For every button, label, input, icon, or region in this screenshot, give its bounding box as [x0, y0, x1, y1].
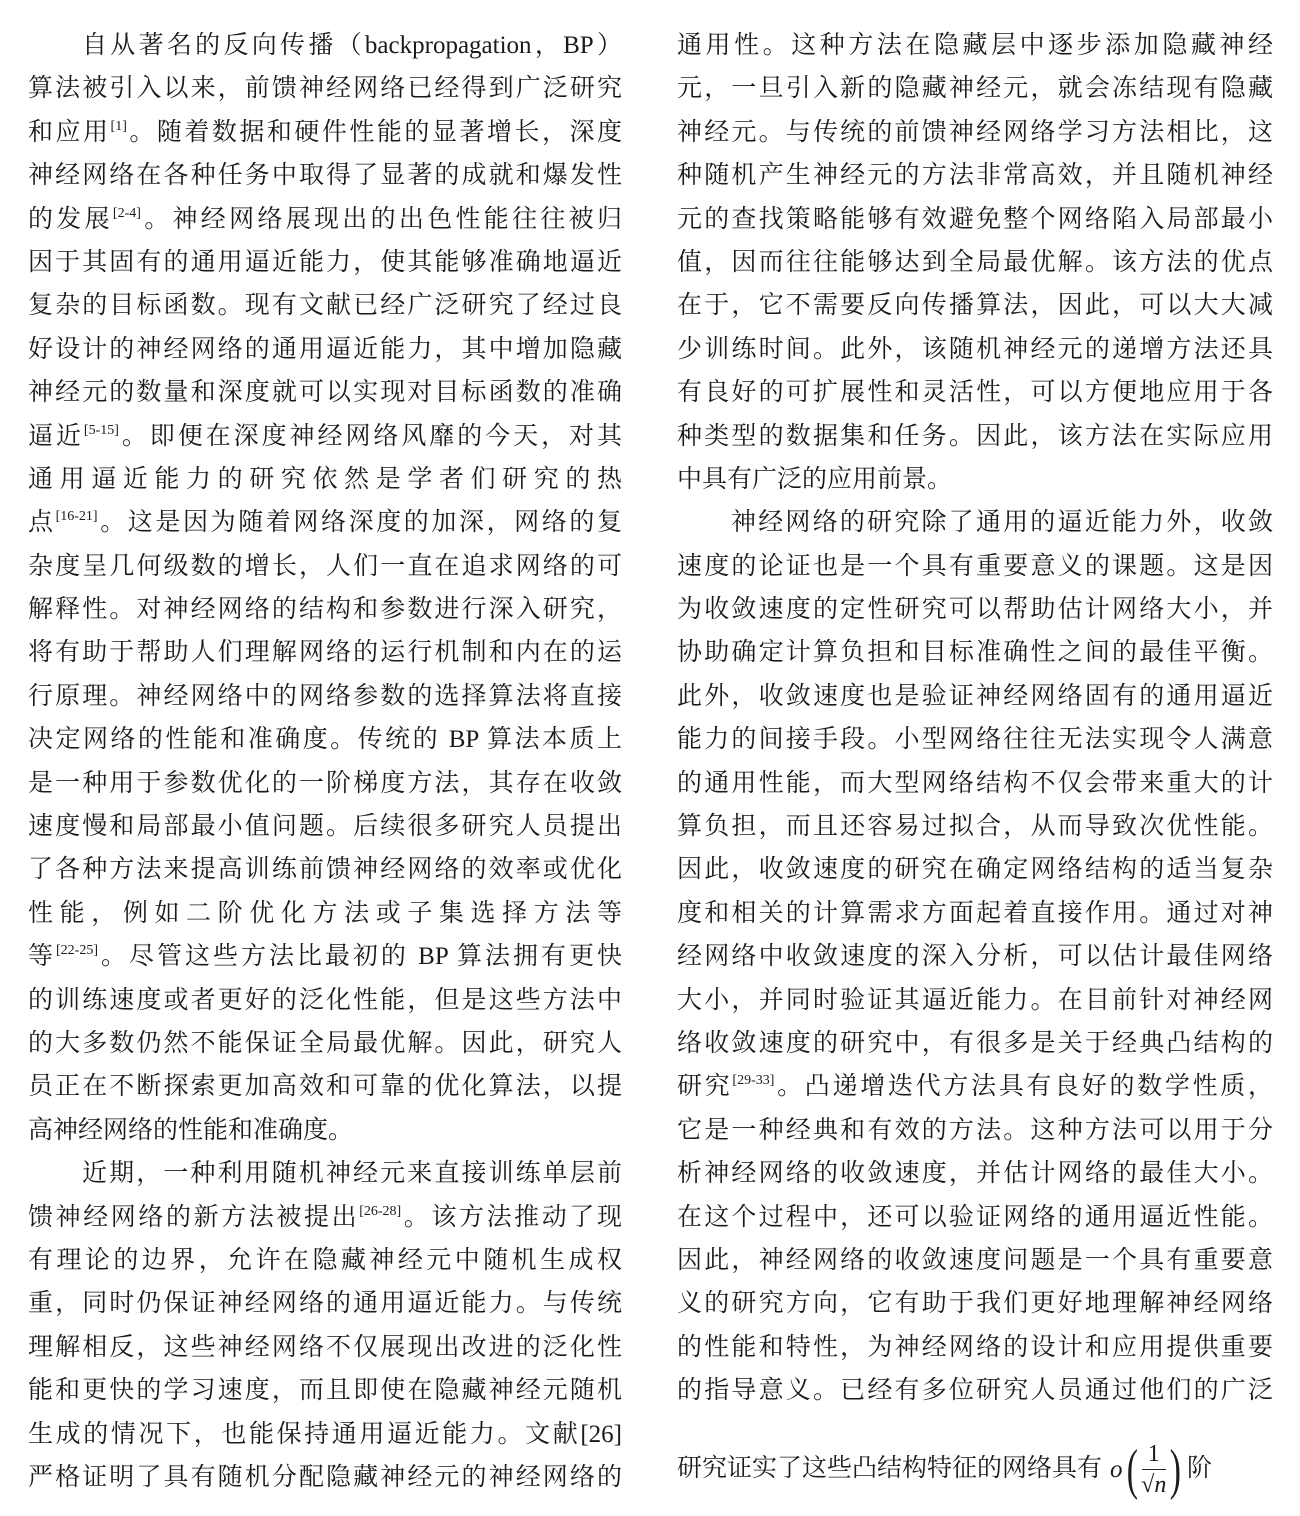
right-column — [677, 24, 1273, 1509]
line-text: 馈神经网络的新方法被提出 — [28, 1203, 360, 1231]
line-text: 元的查找策略能够有效避免整个网络陷入局部最小 — [677, 205, 1273, 233]
text-line — [677, 111, 1273, 154]
line-text: 将有助于帮助人们理解网络的运行机制和内在的运 — [28, 639, 622, 667]
text-line — [677, 631, 1273, 674]
text-line — [28, 241, 622, 284]
line-text: 决定网络的性能和准确度。传统的 BP 算法本质上 — [28, 726, 622, 754]
text-line — [677, 762, 1273, 805]
line-text: 有理论的边界，允许在隐藏神经元中随机生成权 — [28, 1246, 622, 1274]
text-line — [28, 67, 622, 110]
line-text: 速度慢和局部最小值问题。后续很多研究人员提出 — [28, 813, 622, 841]
text-line — [677, 328, 1273, 371]
line-text: 能和更快的学习速度，而且即使在隐藏神经元随机 — [28, 1377, 622, 1405]
text-line — [28, 328, 622, 371]
line-text: 的指导意义。已经有多位研究人员通过他们的广泛 — [677, 1377, 1273, 1405]
text-line — [677, 1282, 1273, 1325]
line-text: 析神经网络的收敛速度，并估计网络的最佳大小。 — [677, 1160, 1273, 1188]
text-line — [677, 198, 1273, 241]
text-line — [28, 415, 622, 458]
text-line — [28, 198, 622, 241]
line-text: 此外，收敛速度也是验证神经网络固有的通用逼近 — [677, 682, 1273, 710]
text-line — [28, 1369, 622, 1412]
line-text: 性能，例如二阶优化方法或子集选择方法等 — [28, 899, 622, 927]
line-text: 因此，神经网络的收敛速度问题是一个具有重要意 — [677, 1246, 1273, 1274]
text-line — [677, 1196, 1273, 1239]
line-text: 的发展 — [28, 205, 113, 233]
line-text: 中具有广泛的应用前景。 — [677, 465, 953, 493]
text-line — [677, 67, 1273, 110]
line-text: 逼近 — [28, 422, 84, 450]
line-text: 研究 — [677, 1073, 733, 1101]
line-text: 神经网络的研究除了通用的逼近能力外，收敛 — [731, 509, 1273, 537]
line-text: 因此，收敛速度的研究在确定网络结构的适当复杂 — [677, 856, 1273, 884]
text-line — [677, 1152, 1273, 1195]
line-text: 值，因而往往能够达到全局最优解。该方法的优点 — [677, 248, 1273, 276]
text-line — [28, 1282, 622, 1325]
formula-line-text: 研究证实了这些凸结构特征的网络具有 — [677, 1454, 1103, 1482]
citation-superscript: [1] — [110, 118, 127, 134]
text-line — [28, 371, 622, 414]
text-line — [28, 675, 622, 718]
line-text: 种类型的数据集和任务。因此，该方法在实际应用 — [677, 422, 1273, 450]
line-text: 神经元的数量和深度就可以实现对目标函数的准确 — [28, 379, 622, 407]
line-text: 杂度呈几何级数的增长，人们一直在追求网络的可 — [28, 552, 622, 580]
text-line — [28, 1326, 622, 1369]
text-line — [677, 458, 1273, 501]
citation-superscript: [5-15] — [83, 422, 119, 438]
text-line — [677, 848, 1273, 891]
line-text: 等 — [28, 943, 56, 971]
text-line — [28, 284, 622, 327]
radicand: n — [1154, 1472, 1167, 1499]
line-text: 神经元。与传统的前馈神经网络学习方法相比，这 — [677, 118, 1273, 146]
text-line — [677, 588, 1273, 631]
line-text: 度和相关的计算需求方面起着直接作用。通过对神 — [677, 899, 1273, 927]
text-line — [28, 762, 622, 805]
numerator: 1 — [1142, 1439, 1166, 1470]
text-line — [28, 1152, 622, 1195]
text-line — [28, 1413, 622, 1456]
text-line — [28, 848, 622, 891]
line-text: 点 — [28, 509, 56, 537]
text-line — [677, 545, 1273, 588]
fraction — [1141, 1439, 1166, 1500]
text-line — [28, 718, 622, 761]
line-text: 员正在不断探索更加高效和可靠的优化算法，以提 — [28, 1073, 622, 1101]
citation-superscript: [29-33] — [732, 1073, 775, 1089]
line-text: 大小，并同时验证其逼近能力。在目前针对神经网 — [677, 986, 1273, 1014]
line-text: 的性能和特性，为神经网络的设计和应用提供重要 — [677, 1333, 1273, 1361]
line-text-continued: 。即便在深度神经网络风靡的今天，对其 — [118, 422, 622, 450]
line-text: 速度的论证也是一个具有重要意义的课题。这是因 — [677, 552, 1273, 580]
line-text: 神经网络在各种任务中取得了显著的成就和爆发性 — [28, 162, 622, 190]
line-text: 解释性。对神经网络的结构和参数进行深入研究， — [28, 596, 622, 624]
line-text: 高神经网络的性能和准确度。 — [28, 1116, 354, 1144]
line-text: 种随机产生神经元的方法非常高效，并且随机神经 — [677, 162, 1273, 190]
line-text: 和应用 — [28, 118, 111, 146]
line-text: 重，同时仍保证神经网络的通用逼近能力。与传统 — [28, 1290, 622, 1318]
formula-line — [677, 1429, 1273, 1509]
line-text: 是一种用于参数优化的一阶梯度方法，其存在收敛 — [28, 769, 622, 797]
line-text-continued: 。神经网络展现出的出色性能往往被归 — [140, 205, 622, 233]
line-text: 在于，它不需要反向传播算法，因此，可以大大减 — [677, 292, 1273, 320]
text-line — [677, 1022, 1273, 1065]
line-text-continued: 。随着数据和硬件性能的显著增长，深度 — [126, 118, 622, 146]
line-text: 生成的情况下，也能保持通用逼近能力。文献[26] — [28, 1420, 622, 1448]
text-line — [28, 1065, 622, 1108]
text-line — [677, 1065, 1273, 1108]
line-text: 义的研究方向，它有助于我们更好地理解神经网络 — [677, 1290, 1273, 1318]
line-text: 协助确定计算负担和目标准确性之间的最佳平衡。 — [677, 639, 1273, 667]
text-line — [28, 892, 622, 935]
text-line — [677, 1239, 1273, 1282]
citation-superscript: [2-4] — [112, 205, 141, 221]
text-line — [677, 718, 1273, 761]
line-text: 算法被引入以来，前馈神经网络已经得到广泛研究 — [28, 75, 622, 103]
line-text-continued: 。该方法推动了现 — [401, 1203, 622, 1231]
line-text: 严格证明了具有随机分配隐藏神经元的神经网络的 — [28, 1463, 622, 1491]
citation-superscript: [16-21] — [55, 509, 98, 525]
line-text: 好设计的神经网络的通用逼近能力，其中增加隐藏 — [28, 335, 622, 363]
line-text: 复杂的目标函数。现有文献已经广泛研究了经过良 — [28, 292, 622, 320]
text-line — [677, 415, 1273, 458]
convergence-rate-formula — [1110, 1430, 1185, 1510]
left-paren: ( — [1126, 1438, 1138, 1501]
text-line — [28, 1109, 622, 1152]
text-line — [28, 111, 622, 154]
text-line — [28, 631, 622, 674]
line-text: 它是一种经典和有效的方法。这种方法可以用于分 — [677, 1116, 1273, 1144]
line-text: 的训练速度或者更好的泛化性能，但是这些方法中 — [28, 986, 622, 1014]
line-text: 元，一旦引入新的隐藏神经元，就会冻结现有隐藏 — [677, 75, 1273, 103]
text-line — [28, 1196, 622, 1239]
text-line — [677, 154, 1273, 197]
text-line — [28, 1022, 622, 1065]
text-line — [28, 1456, 622, 1499]
text-line — [677, 1369, 1273, 1412]
radical-sign: √ — [1141, 1472, 1155, 1499]
text-line — [28, 501, 622, 544]
text-line — [677, 501, 1273, 544]
text-line — [28, 805, 622, 848]
line-text: 少训练时间。此外，该随机神经元的递增方法还具 — [677, 335, 1273, 363]
line-text: 近期，一种利用随机神经元来直接训练单层前 — [82, 1160, 622, 1188]
line-text-continued: 。尽管这些方法比最初的 BP 算法拥有更快 — [98, 943, 622, 971]
line-text: 在这个过程中，还可以验证网络的通用逼近性能。 — [677, 1203, 1273, 1231]
line-text: 行原理。神经网络中的网络参数的选择算法将直接 — [28, 682, 622, 710]
right-paren: ) — [1170, 1438, 1182, 1501]
text-line — [677, 979, 1273, 1022]
line-text: 的大多数仍然不能保证全局最优解。因此，研究人 — [28, 1029, 622, 1057]
line-text: 为收敛速度的定性研究可以帮助估计网络大小，并 — [677, 596, 1273, 624]
text-line — [677, 1109, 1273, 1152]
text-line — [28, 1239, 622, 1282]
line-text: 了各种方法来提高训练前馈神经网络的效率或优化 — [28, 856, 622, 884]
line-text-continued: 。这是因为随着网络深度的加深，网络的复 — [97, 509, 622, 537]
line-text: 能力的间接手段。小型网络往往无法实现令人满意 — [677, 726, 1273, 754]
text-line — [677, 892, 1273, 935]
text-line — [28, 545, 622, 588]
line-text: 算负担，而且还容易过拟合，从而导致次优性能。 — [677, 813, 1273, 841]
line-text: 经网络中收敛速度的深入分析，可以估计最佳网络 — [677, 943, 1273, 971]
text-line — [28, 935, 622, 978]
left-column — [28, 24, 622, 1499]
text-line — [677, 935, 1273, 978]
citation-superscript: [22-25] — [56, 943, 98, 959]
text-line — [677, 371, 1273, 414]
line-text-continued: 。凸递增迭代方法具有良好的数学性质， — [774, 1073, 1273, 1101]
line-text: 因于其固有的通用逼近能力，使其能够准确地逼近 — [28, 248, 622, 276]
text-line — [28, 588, 622, 631]
little-o-symbol: o — [1110, 1455, 1123, 1483]
text-line — [677, 24, 1273, 67]
text-line — [677, 1326, 1273, 1369]
text-line — [28, 979, 622, 1022]
line-text: 自从著名的反向传播（backpropagation，BP） — [82, 32, 622, 59]
line-text: 理解相反，这些神经网络不仅展现出改进的泛化性 — [28, 1333, 622, 1361]
text-line — [677, 284, 1273, 327]
line-text: 通用性。这种方法在隐藏层中逐步添加隐藏神经 — [677, 32, 1273, 59]
line-text: 的通用性能，而大型网络结构不仅会带来重大的计 — [677, 769, 1273, 797]
formula-line-suffix: 阶 — [1187, 1454, 1213, 1482]
text-line — [677, 805, 1273, 848]
line-text: 有良好的可扩展性和灵活性，可以方便地应用于各 — [677, 379, 1273, 407]
text-line — [677, 241, 1273, 284]
citation-superscript: [26-28] — [359, 1203, 402, 1219]
text-line — [28, 458, 622, 501]
line-text: 通用逼近能力的研究依然是学者们研究的热 — [28, 465, 622, 493]
text-line — [677, 675, 1273, 718]
text-line — [28, 154, 622, 197]
line-text: 络收敛速度的研究中，有很多是关于经典凸结构的 — [677, 1029, 1273, 1057]
denominator — [1141, 1470, 1166, 1500]
text-line — [28, 24, 622, 67]
